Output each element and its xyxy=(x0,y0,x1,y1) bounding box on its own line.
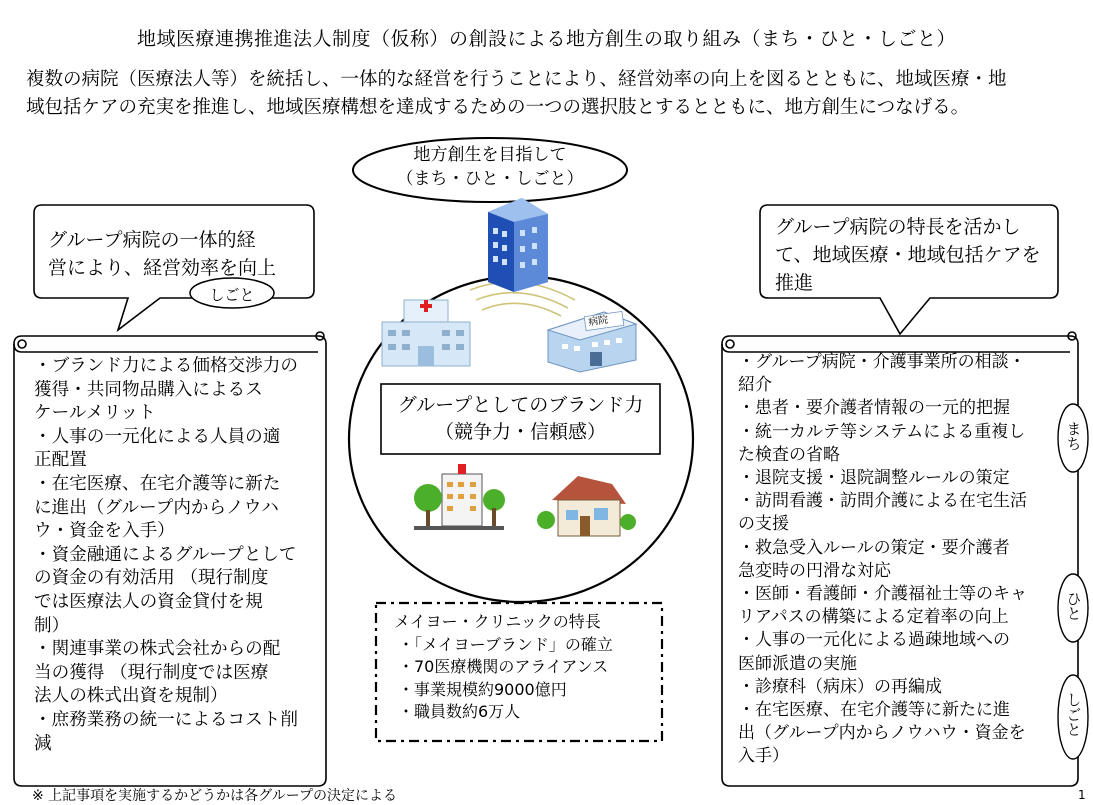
footnote: ※ 上記事項を実施するかどうかは各グループの決定による xyxy=(32,788,398,804)
list-line: リアパスの構築による定着率の向上 xyxy=(738,607,1009,628)
bubble-line: グループ病院の一体的経 xyxy=(48,229,256,251)
goal-line: 地方創生を目指して xyxy=(413,145,567,165)
office-tower-icon xyxy=(488,198,548,292)
clinic-item: ・職員数約6万人 xyxy=(398,702,521,721)
intro-line: 複数の病院（医療法人等）を統括し、一体的な経営を行うことにより、経営効率の向上を図るとともに、地域医療・地 xyxy=(26,69,1007,90)
clinic-item: ・70医療機関のアライアンス xyxy=(398,657,609,676)
page-number: 1 xyxy=(1078,788,1086,802)
list-line: ・医師・看護師・介護福祉士等のキャ xyxy=(738,584,1027,605)
list-line: 出（グループ内からノウハウ・資金を xyxy=(738,723,1026,744)
bubble-line: て、地域医療・地域包括ケアを xyxy=(775,244,1041,266)
machi-tag xyxy=(1061,421,1085,455)
clinic-features xyxy=(394,611,613,724)
intro-line: 域包括ケアの充実を推進し、地域医療構想を達成するための一つの選択肢とするとともに、地方創生につなげる。 xyxy=(26,97,970,118)
list-line: に進出（グループ内からノウハ xyxy=(34,497,279,518)
right-bubble-text xyxy=(775,213,1041,297)
shigoto-tag-right xyxy=(1061,692,1085,741)
brand-text xyxy=(381,384,660,454)
list-line: ・訪問看護・訪問介護による在宅生活 xyxy=(738,491,1027,512)
list-line: ・救急受入ルールの策定・要介護者 xyxy=(738,537,1010,558)
list-line: ケールメリット xyxy=(34,403,156,424)
list-line: 当の獲得 （現行制度では医療 xyxy=(34,662,269,683)
list-line: ・退院支援・退院調整ルールの策定 xyxy=(738,468,1010,489)
list-line: た検査の省略 xyxy=(738,444,840,465)
list-line: 減 xyxy=(34,733,52,754)
list-line: では医療法人の資金貸付を規 xyxy=(34,591,263,612)
left-bubble-text xyxy=(48,226,276,282)
list-line: ウ・資金を入手） xyxy=(34,521,175,542)
list-line: ・在宅医療、在宅介護等に新た xyxy=(34,473,281,494)
list-line: ・統一カルテ等システムによる重複し xyxy=(738,421,1026,442)
list-line: ・人事の一元化による過疎地域への xyxy=(738,630,1010,651)
hospital-sign-label: 病院 xyxy=(587,314,609,329)
list-line: ・在宅医療、在宅介護等に新たに進 xyxy=(738,700,1010,721)
list-line: ・患者・要介護者情報の一元的把握 xyxy=(738,398,1010,419)
clinic-heading: メイヨー・クリニックの特長 xyxy=(394,612,601,631)
page-title: 地域医療連携推進法人制度（仮称）の創設による地方創生の取り組み（まち・ひと・しごと） xyxy=(136,28,956,50)
list-line: 正配置 xyxy=(34,450,87,471)
list-line: ・ブランド力による価格交渉力の xyxy=(34,356,298,376)
list-line: 急変時の円滑な対応 xyxy=(738,560,891,581)
clinic-item: ・「メイヨーブランド」の確立 xyxy=(398,634,613,654)
list-line: ・資金融通によるグループとして xyxy=(34,544,297,565)
list-line: 法人の株式出資を規制） xyxy=(34,686,228,707)
list-line: ・人事の一元化による人員の適 xyxy=(34,426,281,447)
right-benefit-list xyxy=(738,351,1027,769)
bubble-line: 営により、経営効率を向上 xyxy=(48,257,277,279)
machi-tag-text: まち xyxy=(1064,421,1083,451)
intro-paragraph xyxy=(26,66,1076,122)
hito-tag-text: ひと xyxy=(1064,591,1083,621)
goal-line: （まち・ひと・しごと） xyxy=(396,169,584,189)
list-line: 制） xyxy=(34,615,70,636)
bubble-line: 推進 xyxy=(775,272,814,294)
brand-line: グループとしてのブランド力 xyxy=(397,394,644,416)
list-line: 入手） xyxy=(738,746,789,767)
left-benefit-list xyxy=(34,355,298,756)
bubble-line: グループ病院の特長を活かし xyxy=(775,216,1021,238)
list-line: ・グループ病院・介護事業所の相談・ xyxy=(738,352,1026,372)
hito-tag xyxy=(1061,591,1085,625)
clinic-item: ・事業規模約9000億円 xyxy=(398,679,567,699)
list-line: ・庶務業務の統一によるコスト削 xyxy=(34,709,298,730)
shigoto-tag-right-text: しごと xyxy=(1064,692,1083,737)
list-line: 医師派遣の実施 xyxy=(738,653,857,674)
list-line: 紹介 xyxy=(738,375,772,396)
brand-line: （競争力・信頼感） xyxy=(434,421,606,443)
list-line: 獲得・共同物品購入によるス xyxy=(34,379,263,400)
list-line: の支援 xyxy=(738,514,789,535)
list-line: ・関連事業の株式会社からの配 xyxy=(34,639,281,660)
list-line: ・診療科（病床）の再編成 xyxy=(738,676,942,697)
goal-text xyxy=(380,143,600,191)
shigoto-tag: しごと xyxy=(209,286,255,304)
list-line: の資金の有効活用 （現行制度 xyxy=(34,568,269,589)
